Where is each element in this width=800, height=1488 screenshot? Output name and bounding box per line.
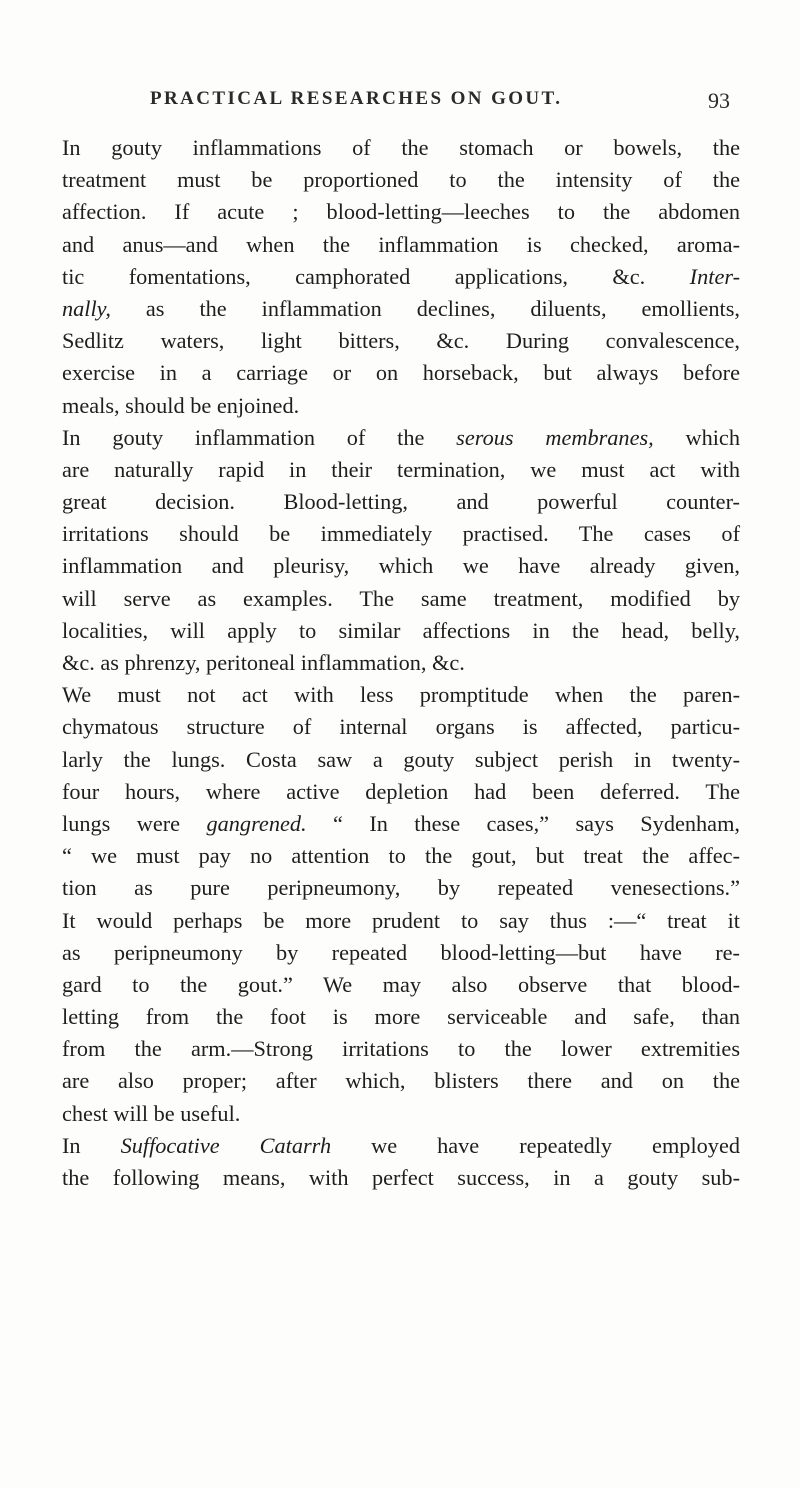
text-line: chest will be useful. — [62, 1100, 241, 1126]
text-line: tion as pure peripneumony, by repeated venesections.” — [62, 875, 740, 901]
text-line: from the arm.—Strong irritations to the lower extremities — [62, 1036, 740, 1062]
text-line: In gouty inflammations of the stomach or bowels, the — [62, 135, 740, 160]
text-line: treatment must be proportioned to the intensity of the — [62, 167, 740, 193]
italic-text: serous membranes, — [456, 424, 654, 450]
text-line: Sedlitz waters, light bitters, &c. During convalescence, — [62, 328, 740, 354]
running-head — [150, 88, 730, 118]
page-number: 93 — [708, 88, 730, 113]
text-line: the following means, with perfect success, in a gouty sub- — [62, 1165, 740, 1190]
italic-text: Inter- — [689, 263, 740, 289]
text-line: inflammation and pleurisy, which we have already given, — [62, 553, 740, 579]
text-line: and anus—and when the inflammation is checked, aroma- — [62, 231, 740, 257]
text-line: will serve as examples. The same treatment, modified by — [62, 585, 740, 611]
text-line: letting from the foot is more serviceable and safe, than — [62, 1004, 740, 1030]
text-line: irritations should be immediately practised. The cases of — [62, 521, 740, 547]
text-line: tic fomentations, camphorated applications, &c. Inter- — [62, 263, 740, 289]
running-title: PRACTICAL RESEARCHES ON GOUT. — [150, 88, 563, 109]
text-line: as peripneumony by repeated blood-letting—but have re- — [62, 939, 740, 965]
text-line: are naturally rapid in their termination, we must act with — [62, 456, 740, 482]
italic-text: Suffocative Catarrh — [120, 1132, 332, 1158]
text-line: are also proper; after which, blisters there and on the — [62, 1068, 740, 1094]
text-line: affection. If acute ; blood-letting—leeches to the abdomen — [62, 199, 740, 225]
text-line: four hours, where active depletion had been deferred. The — [62, 778, 740, 804]
italic-text: nally, — [62, 295, 111, 321]
text-line: In gouty inflammation of the serous membranes, which — [62, 424, 740, 450]
text-line: nally, as the inflammation declines, diluents, emollients, — [62, 295, 740, 321]
text-line: larly the lungs. Costa saw a gouty subject perish in twenty- — [62, 746, 740, 772]
text-line: &c. as phrenzy, peritoneal inflammation, &c. — [62, 650, 465, 675]
text-line: In Suffocative Catarrh we have repeatedly employed — [62, 1132, 740, 1158]
text-line: gard to the gout.” We may also observe that blood- — [62, 971, 740, 997]
body-text — [62, 132, 740, 1194]
text-line: meals, should be enjoined. — [62, 392, 300, 418]
text-line: great decision. Blood-letting, and powerful counter- — [62, 489, 740, 515]
text-line: chymatous structure of internal organs is affected, particu- — [62, 714, 740, 740]
text-line: lungs were gangrened. “ In these cases,” says Sydenham, — [62, 810, 740, 836]
italic-text: gangrened. — [206, 810, 307, 836]
text-line: localities, will apply to similar affections in the head, belly, — [62, 617, 740, 643]
text-line: We must not act with less promptitude when the paren- — [62, 682, 740, 708]
text-line: It would perhaps be more prudent to say thus :—“ treat it — [62, 907, 740, 933]
text-line: exercise in a carriage or on horseback, but always before — [62, 360, 740, 386]
text-line: “ we must pay no attention to the gout, but treat the affec- — [62, 843, 740, 869]
